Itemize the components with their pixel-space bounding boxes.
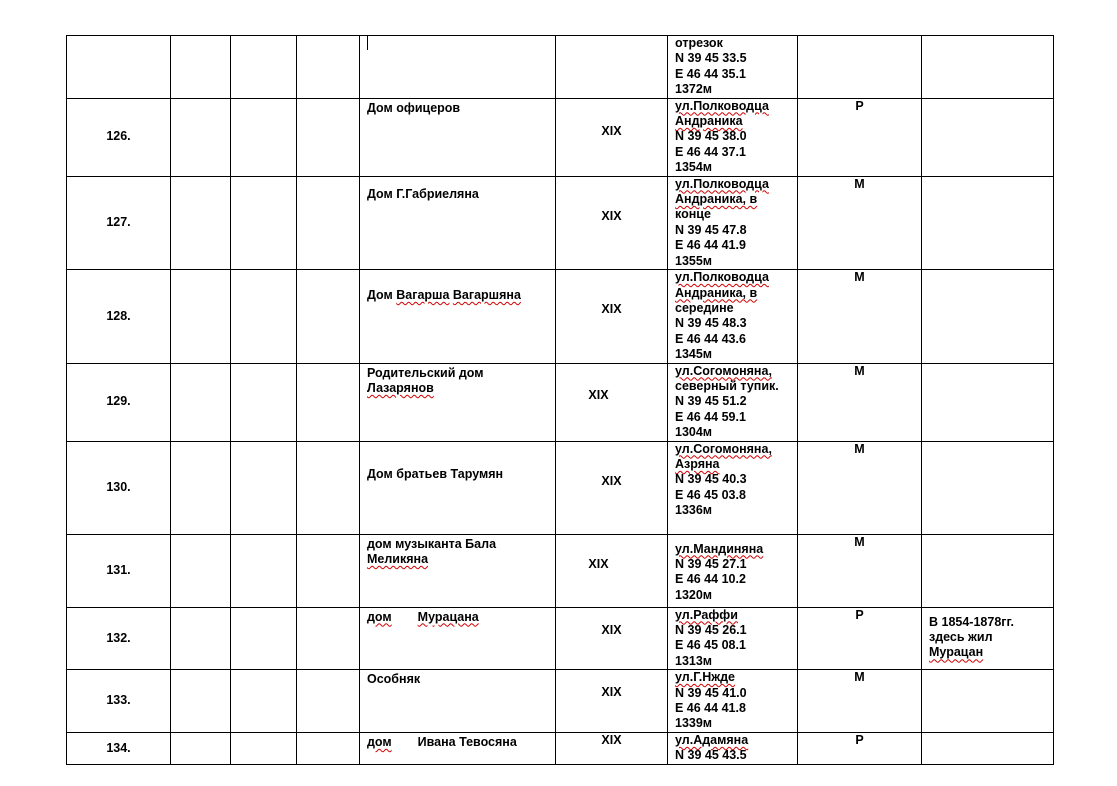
table-row [67, 670, 1054, 733]
name-line [367, 610, 555, 625]
cell-empty [171, 732, 231, 764]
table-row [67, 441, 1054, 534]
cell-category: М [798, 670, 922, 733]
cell-number: 133. [67, 670, 171, 733]
location-line: E 46 44 10.2 [675, 572, 746, 587]
location-line: E 46 45 08.1 [675, 638, 746, 653]
location-line [675, 192, 797, 207]
cell-location [668, 36, 798, 99]
location-street: ул.Согомоняна, [675, 441, 772, 456]
cell-location [668, 270, 798, 363]
table-row [67, 176, 1054, 269]
note-line: здесь жил [929, 629, 993, 644]
cell-century: XIX [556, 732, 668, 764]
cell-empty [297, 441, 360, 534]
location-line: N 39 45 43.5 [675, 748, 747, 763]
name-line: Особняк [367, 672, 421, 687]
location-line: E 46 45 03.8 [675, 487, 746, 502]
cell-century: XIX [556, 270, 668, 363]
text-cursor [367, 36, 368, 50]
location-line: E 46 44 41.8 [675, 701, 746, 715]
cell-empty [171, 98, 231, 176]
cell-empty [231, 670, 297, 733]
cell-category: М [798, 270, 922, 363]
note-line: Мурацан [929, 645, 984, 660]
cell-empty [297, 36, 360, 99]
cell-empty [171, 670, 231, 733]
table-row [67, 270, 1054, 363]
location-line: 1355м [675, 253, 713, 268]
cell-name [360, 607, 556, 670]
name-word: Вагарша [396, 288, 450, 303]
location-line [675, 364, 797, 379]
location-line: 1345м [675, 347, 713, 362]
location-line: 1339м [675, 716, 713, 731]
cell-location [668, 534, 798, 607]
cell-empty [297, 534, 360, 607]
cell-category: М [798, 441, 922, 534]
table-row [67, 98, 1054, 176]
cell-century [556, 36, 668, 99]
cell-empty [171, 36, 231, 99]
name-word: Ивана Тевосяна [417, 734, 517, 749]
location-line: Андраника, в [675, 285, 758, 300]
location-line: Азряна [675, 456, 720, 471]
cell-empty [171, 534, 231, 607]
cell-location [668, 732, 798, 764]
century-text: XIX [588, 387, 609, 402]
location-line: Андраника [675, 114, 743, 129]
cell-name [360, 670, 556, 733]
cell-note [922, 441, 1054, 534]
cell-location [668, 441, 798, 534]
location-line: ул.Мандиняна [675, 541, 764, 556]
cell-number [67, 36, 171, 99]
name-line [367, 288, 555, 303]
name-line: Дом Г.Габриеляна [367, 186, 479, 201]
location-line: E 46 44 37.1 [675, 144, 746, 159]
name-line: Дом офицеров [367, 100, 461, 115]
cell-empty [171, 441, 231, 534]
location-line: E 46 44 59.1 [675, 409, 746, 424]
cell-note [922, 270, 1054, 363]
cell-name[interactable] [360, 36, 556, 99]
location-line: 1372м [675, 82, 713, 97]
location-line: 1354м [675, 160, 713, 175]
location-line: ул.Полководца [675, 270, 769, 285]
cell-location [668, 670, 798, 733]
name-line: Меликяна [367, 551, 429, 566]
location-line: E 46 44 35.1 [675, 66, 746, 81]
cell-category: Р [798, 732, 922, 764]
century-text: XIX [588, 556, 609, 571]
cell-name [360, 534, 556, 607]
location-line: ул.Адамяна [675, 732, 749, 747]
location-line: E 46 44 41.9 [675, 238, 746, 253]
name-word: дом [367, 734, 392, 749]
location-street: ул.Согомоняна, [675, 363, 772, 378]
location-line: N 39 45 27.1 [675, 556, 747, 571]
cell-empty [171, 270, 231, 363]
cell-location [668, 363, 798, 441]
cell-note [922, 670, 1054, 733]
cell-century: XIX [556, 176, 668, 269]
cell-location [668, 98, 798, 176]
cell-note [922, 732, 1054, 764]
name-line: дом музыканта Бала [367, 536, 497, 551]
location-line: ул.Полководца [675, 176, 769, 191]
location-line: ул.Г.Нжде [675, 670, 735, 685]
cell-empty [231, 534, 297, 607]
cell-empty [231, 36, 297, 99]
cell-century: XIX [556, 98, 668, 176]
cell-category: М [798, 363, 922, 441]
location-line: E 46 44 43.6 [675, 331, 746, 346]
cell-name [360, 176, 556, 269]
cell-name [360, 441, 556, 534]
name-line: Лазарянов [367, 380, 434, 395]
cell-category: Р [798, 607, 922, 670]
location-line: отрезок [675, 36, 723, 50]
cell-name [360, 732, 556, 764]
cell-empty [297, 270, 360, 363]
cell-note [922, 534, 1054, 607]
cell-empty [297, 607, 360, 670]
note-line: В 1854-1878гг. [929, 614, 1014, 629]
monuments-table [66, 35, 1054, 765]
location-line: N 39 45 51.2 [675, 394, 747, 409]
location-line: ул.Раффи [675, 607, 738, 622]
cell-note [922, 176, 1054, 269]
cell-number: 134. [67, 732, 171, 764]
name-line [367, 735, 555, 750]
cell-century [556, 534, 668, 607]
name-word: Дом [367, 288, 393, 303]
cell-number: 132. [67, 607, 171, 670]
cell-empty [297, 363, 360, 441]
cell-note [922, 363, 1054, 441]
cell-empty [231, 607, 297, 670]
cell-number: 131. [67, 534, 171, 607]
cell-empty [297, 98, 360, 176]
table-row [67, 363, 1054, 441]
location-line: 1336м [675, 503, 713, 518]
location-line: середине [675, 300, 734, 315]
location-line: N 39 45 38.0 [675, 129, 747, 144]
location-line: 1304м [675, 425, 713, 440]
table-row [67, 607, 1054, 670]
cell-number: 126. [67, 98, 171, 176]
cell-location [668, 607, 798, 670]
cell-note [922, 36, 1054, 99]
name-word: дом [367, 609, 392, 624]
cell-name [360, 270, 556, 363]
cell-century: XIX [556, 441, 668, 534]
location-street: Андраника, в [675, 192, 758, 207]
cell-empty [171, 363, 231, 441]
location-line: N 39 45 26.1 [675, 622, 747, 637]
cell-category: М [798, 534, 922, 607]
location-line: N 39 45 40.3 [675, 472, 747, 487]
cell-number: 128. [67, 270, 171, 363]
cell-century: XIX [556, 670, 668, 733]
location-line: N 39 45 47.8 [675, 222, 747, 237]
cell-empty [231, 732, 297, 764]
location-line: северный тупик. [675, 378, 779, 393]
name-line: Дом братьев Тарумян [367, 466, 504, 481]
cell-empty [231, 441, 297, 534]
location-line: 1313м [675, 653, 713, 668]
cell-century: XIX [556, 607, 668, 670]
cell-number: 129. [67, 363, 171, 441]
location-line: 1320м [675, 587, 713, 602]
cell-century [556, 363, 668, 441]
cell-empty [171, 607, 231, 670]
cell-empty [297, 732, 360, 764]
cell-empty [231, 270, 297, 363]
cell-location [668, 176, 798, 269]
name-line: Родительский дом [367, 365, 484, 380]
table-row [67, 36, 1054, 99]
cell-category: М [798, 176, 922, 269]
cell-note [922, 98, 1054, 176]
cell-empty [297, 670, 360, 733]
location-line: конце [675, 207, 711, 222]
cell-category [798, 36, 922, 99]
cell-note [922, 607, 1054, 670]
table-row [67, 732, 1054, 764]
cell-name [360, 363, 556, 441]
location-line: N 39 45 33.5 [675, 51, 747, 66]
name-text [367, 288, 521, 302]
name-word: Мурацана [417, 609, 479, 624]
cell-category: Р [798, 98, 922, 176]
location-line: N 39 45 41.0 [675, 685, 747, 700]
location-line [675, 442, 797, 457]
cell-empty [231, 98, 297, 176]
name-word: Вагаршяна [452, 288, 521, 303]
cell-number: 130. [67, 441, 171, 534]
cell-name [360, 98, 556, 176]
table-row [67, 534, 1054, 607]
cell-empty [297, 176, 360, 269]
location-line: ул.Полководца [675, 98, 769, 113]
cell-empty [231, 363, 297, 441]
cell-number: 127. [67, 176, 171, 269]
cell-empty [171, 176, 231, 269]
cell-empty [231, 176, 297, 269]
location-line: N 39 45 48.3 [675, 316, 747, 331]
